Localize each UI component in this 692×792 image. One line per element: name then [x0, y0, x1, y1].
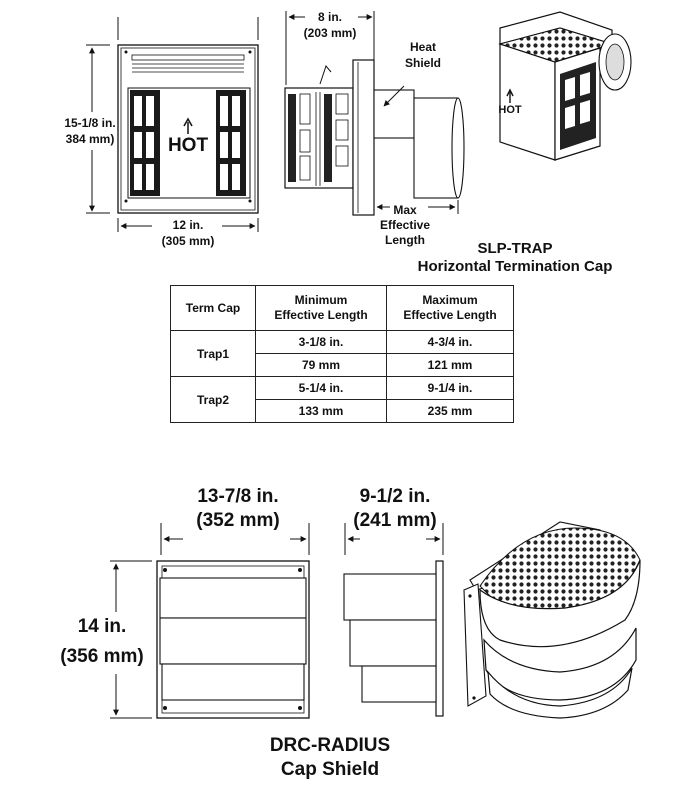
min-in-cell: 5-1/4 in.: [256, 377, 387, 400]
heat-shield-label-line1: Heat: [409, 40, 436, 54]
max-effective-length-line1: Max: [393, 203, 417, 217]
effective-length-table: [170, 285, 514, 423]
slp-trap-title: SLP-TRAP: [477, 240, 553, 257]
term-cap-cell: Trap2: [171, 377, 256, 423]
max-mm-cell: 235 mm: [387, 400, 514, 423]
slp-side-depth-in: 8 in.: [317, 10, 342, 24]
slp-side-depth-mm: (203 mm): [303, 26, 357, 40]
drc-radius-side-view: [344, 523, 443, 716]
table-header-row: [171, 286, 514, 331]
drc-radius-title: DRC-RADIUS: [269, 735, 391, 756]
heat-shield-label-line2: Shield: [404, 56, 441, 70]
min-mm-cell: 79 mm: [256, 354, 387, 377]
max-effective-length-line2: Effective: [379, 218, 431, 232]
hot-label-front: HOT: [167, 135, 209, 156]
header-term-cap: Term Cap: [171, 286, 256, 331]
min-mm-cell: 133 mm: [256, 400, 387, 423]
drc-depth-mm: (241 mm): [353, 510, 437, 531]
term-cap-cell: Trap1: [171, 331, 256, 377]
slp-front-height-mm: 384 mm): [65, 132, 115, 146]
drc-radius-subtitle: Cap Shield: [280, 759, 380, 780]
header-maximum: Maximum Effective Length: [387, 286, 514, 331]
drc-width-in: 13-7/8 in.: [197, 486, 279, 507]
drc-radius-isometric-view: [464, 522, 640, 718]
hot-label-iso: HOT: [498, 104, 522, 116]
slp-front-height-in: 15-1/8 in.: [64, 116, 116, 130]
max-effective-length-line3: Length: [385, 233, 425, 247]
slp-front-width-in: 12 in.: [172, 218, 204, 232]
slp-trap-subtitle: Horizontal Termination Cap: [417, 258, 613, 275]
min-in-cell: 3-1/8 in.: [256, 331, 387, 354]
max-mm-cell: 121 mm: [387, 354, 514, 377]
drc-height-in: 14 in.: [77, 616, 127, 637]
drc-height-mm: (356 mm): [60, 646, 144, 667]
header-minimum: Minimum Effective Length: [256, 286, 387, 331]
table-row: [171, 331, 514, 354]
max-in-cell: 4-3/4 in.: [387, 331, 514, 354]
drc-depth-in: 9-1/2 in.: [359, 486, 431, 507]
slp-trap-isometric-view: [500, 12, 631, 160]
max-in-cell: 9-1/4 in.: [387, 377, 514, 400]
table-row: [171, 377, 514, 400]
drc-width-mm: (352 mm): [196, 510, 280, 531]
slp-front-width-mm: (305 mm): [161, 234, 215, 248]
